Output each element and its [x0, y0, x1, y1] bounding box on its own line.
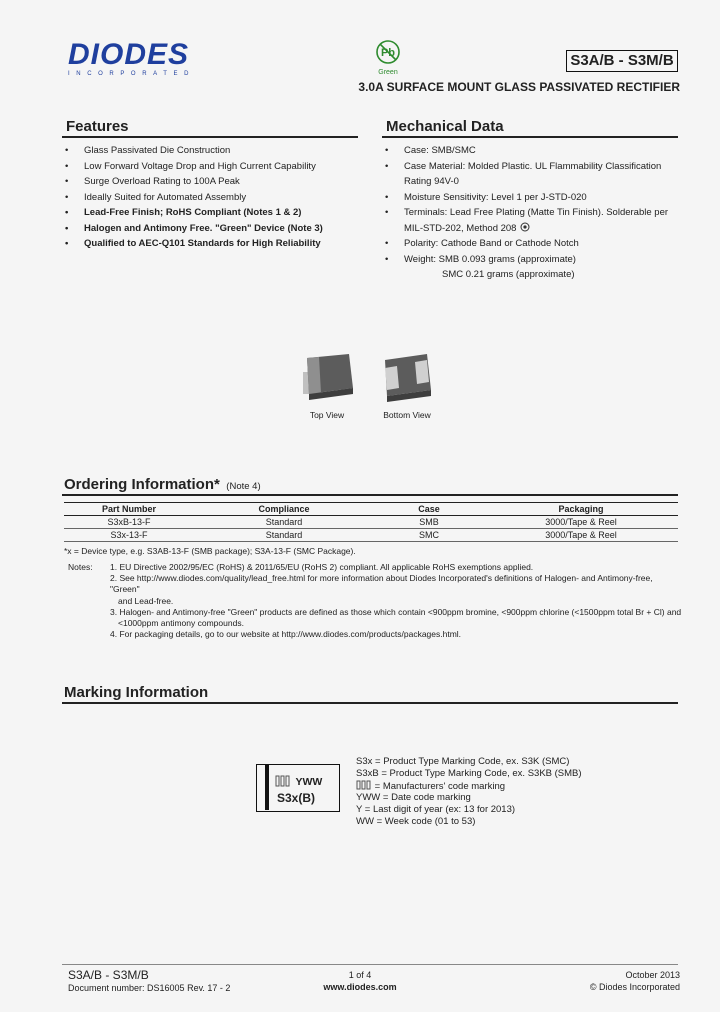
table-row — [64, 529, 678, 542]
top-view-figure — [296, 348, 358, 420]
smc-weight: SMC 0.21 grams (approximate) — [442, 269, 575, 280]
ordering-note-ref: (Note 4) — [226, 481, 261, 492]
green-label: Green — [378, 69, 398, 76]
method-text: MIL-STD-202, Method 208 — [404, 222, 517, 234]
list-item: • Glass Passivated Die Construction — [62, 143, 362, 159]
footer-copyright: © Diodes Incorporated — [589, 982, 680, 992]
legend-item: S3x = Product Type Marking Code, ex. S3K (SMC) — [356, 756, 570, 767]
list-item: • Qualified to AEC-Q101 Standards for High Reliability — [62, 236, 362, 252]
date-code-text: YWW — [295, 776, 323, 788]
legend-item: Y = Last digit of year (ex: 13 for 2013) — [356, 804, 516, 816]
bottom-view-package-icon — [377, 348, 437, 406]
logo-wordmark: DIODES — [68, 38, 190, 71]
pb-symbol: Pb — [380, 47, 396, 59]
note-item: <1000ppm antimony compounds. — [118, 618, 244, 629]
notes-label: Notes: — [68, 562, 93, 572]
document-title: 3.0A SURFACE MOUNT GLASS PASSIVATED RECTIFIER — [358, 80, 680, 94]
manufacturer-code-icon — [356, 780, 372, 790]
mechanical-rule — [382, 136, 678, 138]
legend-item: S3xB = Product Type Marking Code, ex. S3KB (SMB) — [356, 767, 582, 779]
legend-item: YWW = Date code marking — [356, 792, 471, 804]
list-item: • Surge Overload Rating to 100A Peak — [62, 174, 362, 190]
table-row — [64, 516, 678, 529]
features-rule — [62, 136, 358, 138]
table-cell: Standard — [194, 516, 374, 529]
table-cell: S3xB-13-F — [64, 516, 194, 529]
top-view-label: Top View — [309, 410, 345, 420]
footer-part-number: S3A/B - S3M/B — [68, 968, 149, 982]
list-item: • Case: SMB/SMC — [382, 143, 682, 159]
legend-item: WW = Week code (01 to 53) — [356, 815, 476, 827]
list-item: • Halogen and Antimony Free. "Green" Device (Note 3) — [62, 221, 362, 237]
footer-website-link[interactable]: www.diodes.com — [323, 982, 397, 992]
footer-date: October 2013 — [625, 970, 680, 980]
table-cell: Standard — [194, 529, 374, 542]
diodes-logo — [68, 40, 195, 77]
type-code-text: S3x(B) — [277, 791, 316, 805]
column-header: Part Number — [64, 503, 194, 516]
solderable-icon — [519, 222, 531, 232]
smb-weight: Weight: SMB 0.093 grams (approximate) — [404, 253, 576, 265]
table-cell: 3000/Tape & Reel — [484, 516, 678, 529]
green-pb-badge — [370, 38, 406, 76]
marking-rule — [62, 702, 678, 704]
case-material-text: Case Material: Molded Plastic. UL Flammability Classification — [404, 160, 662, 172]
flammability-rating: Rating 94V-0 — [404, 176, 459, 187]
ordering-heading-block — [64, 476, 261, 494]
manufacturer-code-icon — [275, 775, 291, 787]
pb-free-icon — [373, 38, 403, 66]
bottom-view-figure — [376, 348, 438, 420]
ordering-table — [64, 502, 678, 542]
list-item: • Lead-Free Finish; RoHS Compliant (Notes 1 & 2) — [62, 205, 362, 221]
note-item: 2. See http://www.diodes.com/quality/lead_free.html for more information about Diodes Incorporated's definitions of Halogen- and Antimony-free, "Green" — [110, 573, 653, 595]
ordering-heading: Ordering Information* — [64, 476, 220, 493]
note-item: 1. EU Directive 2002/95/EC (RoHS) & 2011/65/EU (RoHS 2) compliant. All applicable RoHS exemptions applied. — [110, 562, 534, 572]
legend-item — [356, 780, 686, 793]
ordering-rule — [62, 494, 678, 496]
list-item — [382, 252, 682, 283]
logo-subtitle: INCORPORATED — [68, 71, 196, 77]
list-item: • Polarity: Cathode Band or Cathode Notch — [382, 236, 682, 252]
note-item: 3. Halogen- and Antimony-free "Green" products are defined as those which contain <900ppm bromine, <900ppm chlorine (<1500ppm total Br + Cl) and — [110, 606, 682, 617]
table-cell: 3000/Tape & Reel — [484, 529, 678, 542]
marking-top-line — [275, 772, 322, 790]
list-item — [382, 159, 682, 190]
features-heading: Features — [66, 118, 129, 135]
top-view-package-icon — [297, 348, 357, 406]
table-header-row — [64, 503, 678, 516]
footer-doc-number: Document number: DS16005 Rev. 17 - 2 — [68, 983, 231, 993]
note-item: and Lead-free. — [118, 595, 174, 606]
list-item: • Moisture Sensitivity: Level 1 per J-STD-020 — [382, 190, 682, 206]
footer-rule — [62, 964, 678, 965]
features-list — [62, 143, 362, 252]
part-number-box: S3A/B - S3M/B — [566, 50, 678, 72]
marking-legend — [356, 756, 686, 828]
mechanical-heading: Mechanical Data — [386, 118, 504, 135]
list-item — [382, 205, 682, 236]
notes-list — [110, 562, 682, 640]
note-item: 4. For packaging details, go to our website at http://www.diodes.com/products/packages.html. — [110, 629, 462, 640]
list-item: • Ideally Suited for Automated Assembly — [62, 190, 362, 206]
column-header: Case — [374, 503, 484, 516]
column-header: Packaging — [484, 503, 678, 516]
cathode-band — [265, 765, 269, 810]
marking-heading: Marking Information — [64, 684, 209, 701]
ordering-footnote: *x = Device type, e.g. S3AB-13-F (SMB package); S3A-13-F (SMC Package). — [64, 546, 356, 556]
list-item: • Low Forward Voltage Drop and High Current Capability — [62, 159, 362, 175]
table-cell: S3x-13-F — [64, 529, 194, 542]
terminals-text: Terminals: Lead Free Plating (Matte Tin Finish). Solderable per — [404, 207, 669, 218]
mechanical-list — [382, 143, 682, 283]
footer-page-number: 1 of 4 — [348, 970, 372, 980]
marking-diagram — [256, 764, 340, 812]
bottom-view-label: Bottom View — [383, 410, 431, 420]
table-cell: SMC — [374, 529, 484, 542]
legend-text: = Manufacturers' code marking — [374, 780, 506, 792]
table-cell: SMB — [374, 516, 484, 529]
column-header: Compliance — [194, 503, 374, 516]
